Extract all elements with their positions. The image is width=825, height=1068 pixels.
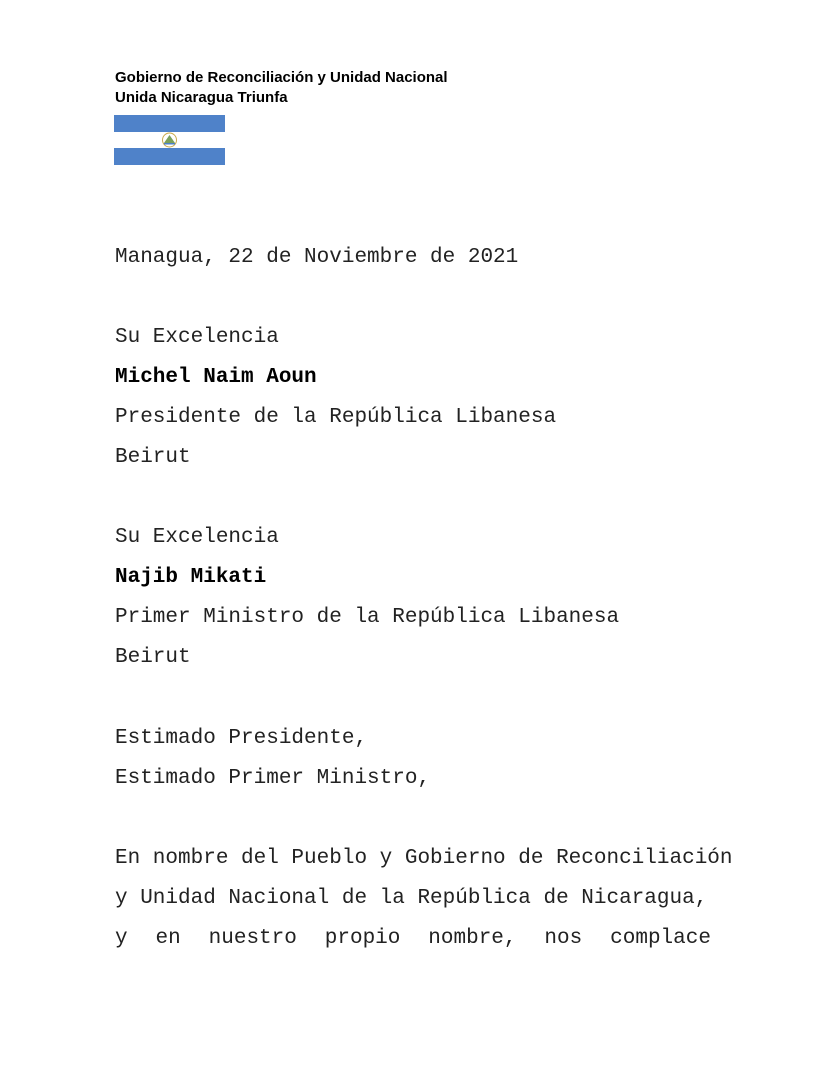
paragraph-word: en — [155, 927, 181, 950]
flag-bottom-stripe — [114, 148, 225, 165]
paragraph-word: nombre, — [428, 927, 517, 950]
recipient1-title: Presidente de la República Libanesa — [115, 406, 557, 429]
paragraph-line-3 — [115, 919, 711, 959]
flag-top-stripe — [114, 115, 225, 132]
recipient2-title: Primer Ministro de la República Libanesa — [115, 606, 620, 629]
paragraph-word: complace — [610, 927, 711, 950]
nicaragua-flag-icon — [114, 115, 225, 165]
letterhead-government-name: Gobierno de Reconciliación y Unidad Nacional — [115, 69, 448, 86]
recipient2-city: Beirut — [115, 646, 191, 669]
paragraph-word: nuestro — [208, 927, 297, 950]
letter-date: Managua, 22 de Noviembre de 2021 — [115, 246, 519, 269]
paragraph-word: propio — [324, 927, 401, 950]
recipient2-salutation: Su Excelencia — [115, 526, 279, 549]
paragraph-word: y — [115, 927, 128, 950]
recipient1-city: Beirut — [115, 446, 191, 469]
recipient2-name: Najib Mikati — [115, 566, 267, 589]
letterhead — [115, 68, 448, 108]
recipient1-name: Michel Naim Aoun — [115, 366, 317, 389]
recipient1-salutation: Su Excelencia — [115, 326, 279, 349]
paragraph-word: nos — [544, 927, 583, 950]
greeting-president: Estimado Presidente, — [115, 727, 368, 750]
paragraph-line-2: y Unidad Nacional de la República de Nicaragua, — [115, 887, 708, 910]
paragraph-line-1: En nombre del Pueblo y Gobierno de Reconciliación — [115, 847, 733, 870]
letterhead-slogan: Unida Nicaragua Triunfa — [115, 89, 288, 106]
greeting-prime-minister: Estimado Primer Ministro, — [115, 767, 431, 790]
